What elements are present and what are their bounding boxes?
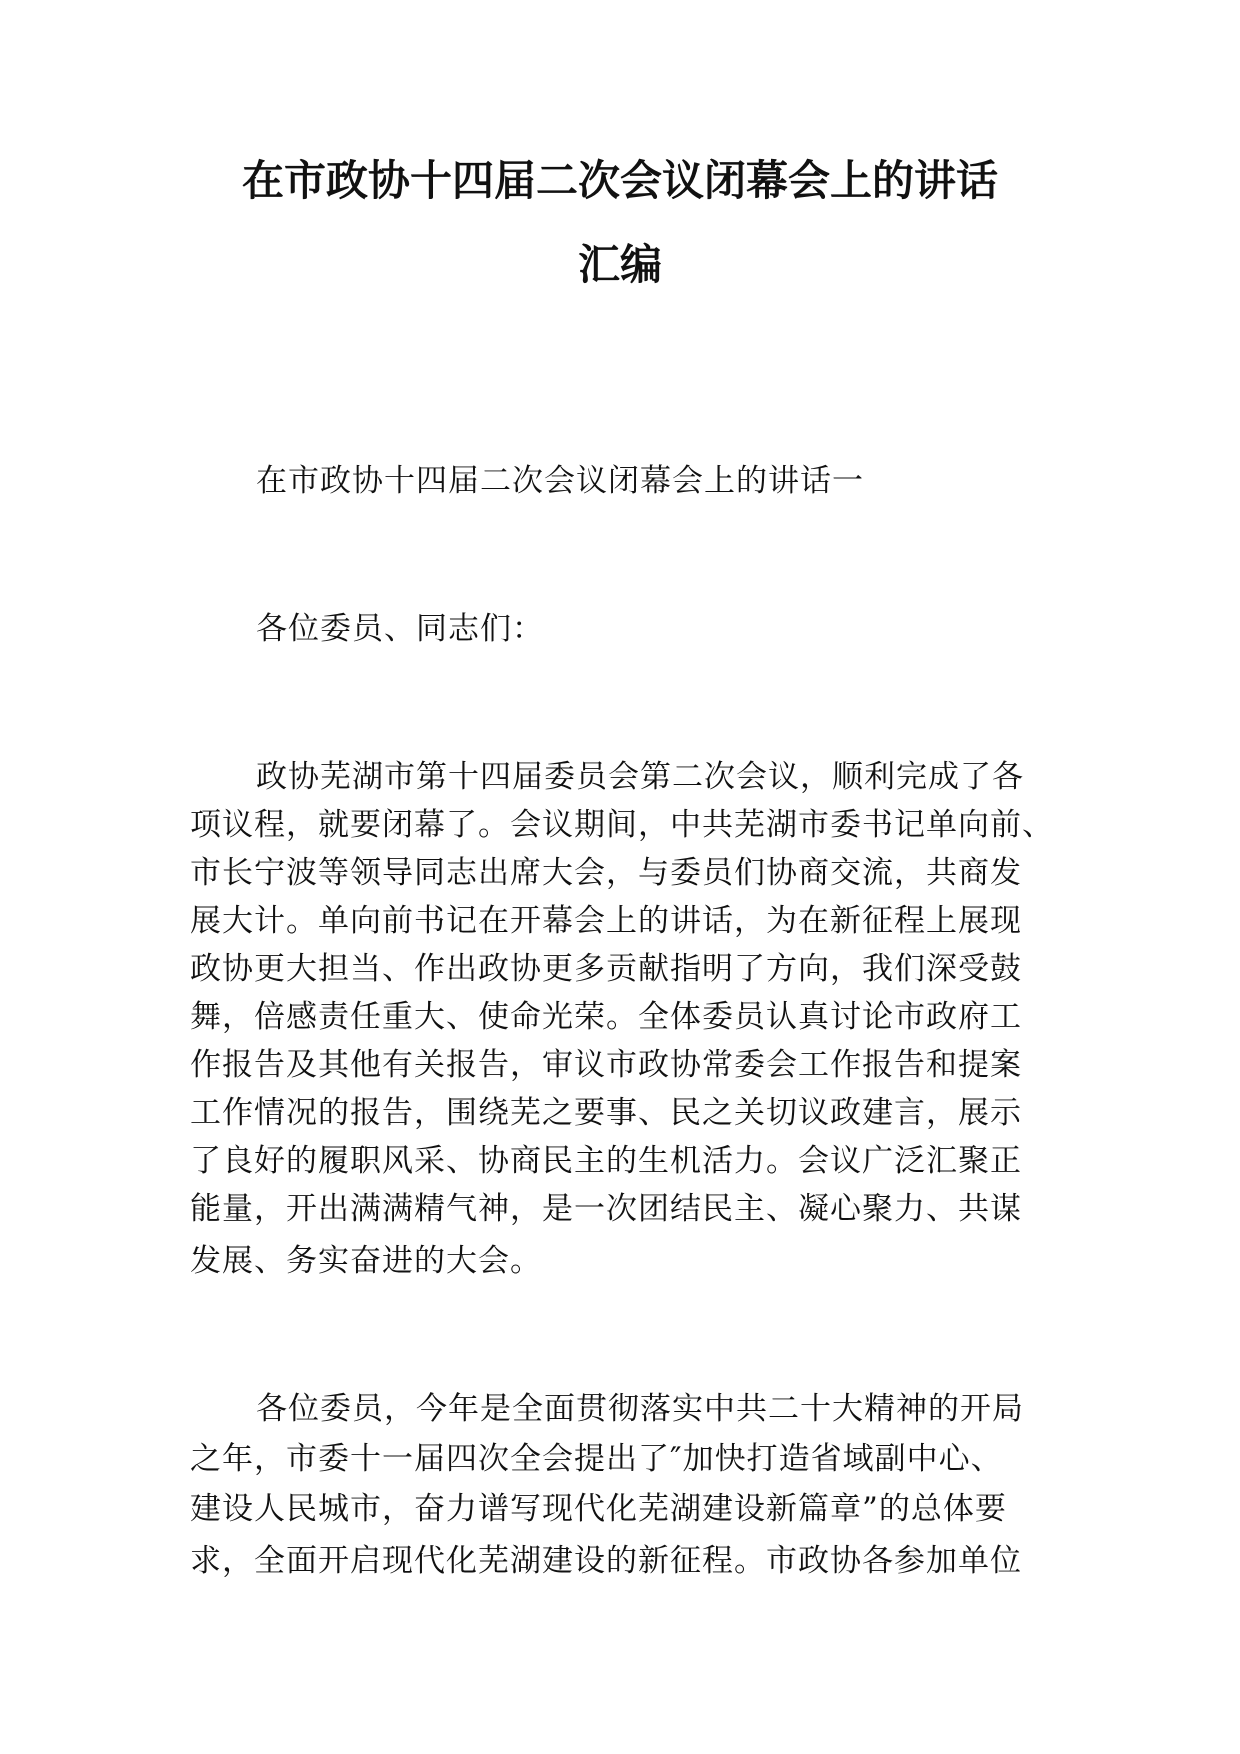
paragraph-line: 政协芜湖市第十四届委员会第二次会议，顺利完成了各	[256, 759, 1024, 795]
paragraph-line: 作报告及其他有关报告，审议市政协常委会工作报告和提案	[190, 1047, 1022, 1083]
paragraph-line: 项议程，就要闭幕了。会议期间，中共芜湖市委书记单向前、	[190, 807, 1054, 843]
speech-subtitle: 在市政协十四届二次会议闭幕会上的讲话一	[256, 463, 864, 499]
paragraph-line: 了良好的履职风采、协商民主的生机活力。会议广泛汇聚正	[190, 1143, 1022, 1179]
paragraph-line: 各位委员，今年是全面贯彻落实中共二十大精神的开局	[256, 1391, 1024, 1427]
paragraph-line: 发展、务实奋进的大会。	[190, 1243, 542, 1279]
paragraph-line: 政协更大担当、作出政协更多贡献指明了方向，我们深受鼓	[190, 951, 1022, 987]
paragraph-line: 市长宁波等领导同志出席大会，与委员们协商交流，共商发	[190, 855, 1022, 891]
paragraph-line: 求，全面开启现代化芜湖建设的新征程。市政协各参加单位	[190, 1543, 1022, 1579]
paragraph-line: 工作情况的报告，围绕芜之要事、民之关切议政建言，展示	[190, 1095, 1022, 1131]
document-title-line-1: 在市政协十四届二次会议闭幕会上的讲话	[241, 156, 998, 205]
paragraph-line: 之年，市委十一届四次全会提出了″加快打造省域副中心、	[190, 1441, 1003, 1477]
paragraph-line: 舞，倍感责任重大、使命光荣。全体委员认真讨论市政府工	[190, 999, 1022, 1035]
salutation: 各位委员、同志们：	[256, 611, 544, 647]
paragraph-line: 展大计。单向前书记在开幕会上的讲话，为在新征程上展现	[190, 903, 1022, 939]
paragraph-line: 能量，开出满满精气神，是一次团结民主、凝心聚力、共谋	[190, 1191, 1022, 1227]
document-title-line-2: 汇编	[577, 240, 662, 289]
paragraph-line: 建设人民城市，奋力谱写现代化芜湖建设新篇章”的总体要	[190, 1491, 1007, 1527]
